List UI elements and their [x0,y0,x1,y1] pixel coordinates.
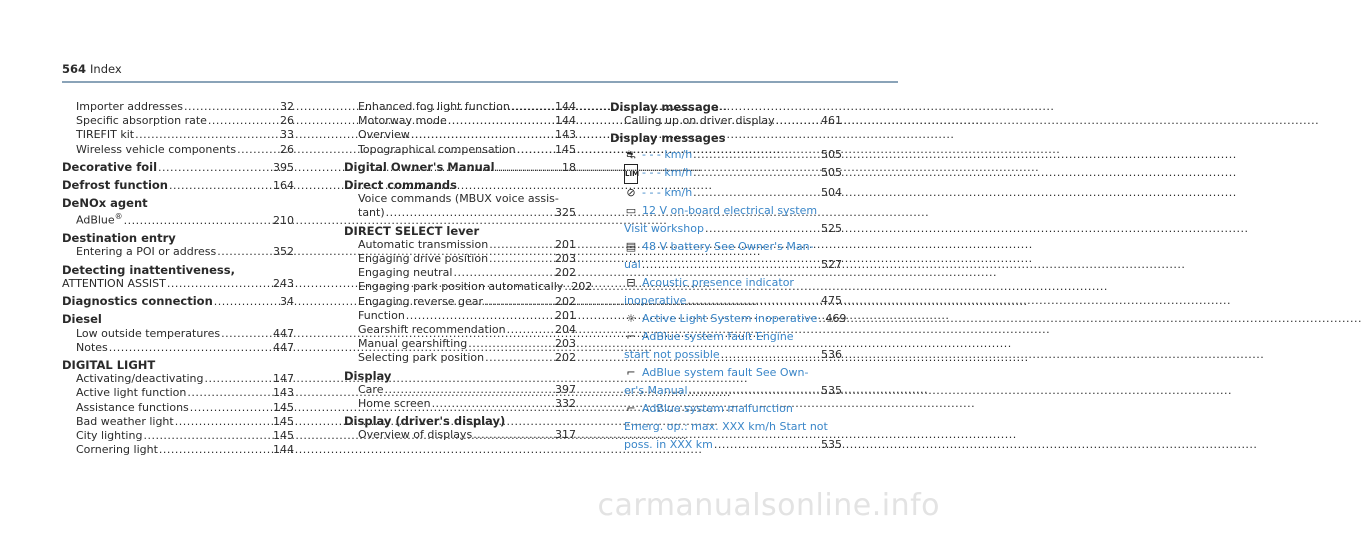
index-subentry: Overview ..... 143 [344,128,576,142]
message-link[interactable]: AdBlue system malfunction [642,401,793,415]
light-system-icon: ☼ [626,311,636,325]
display-message-entry[interactable]: ⛐ - - - km/h ..... 505 [610,146,842,164]
display-message-entry[interactable] [610,274,842,292]
message-link[interactable]: 12 V on-board electrical system [642,203,818,217]
index-subentry: Motorway mode ..... 144 [344,114,576,128]
index-heading: Display (driver's display) [344,414,506,429]
display-message-continuation[interactable]: er's Manual ..... 535 [610,382,842,400]
watermark: carmanualsonline.info [597,488,940,523]
index-column-1 [62,100,294,460]
index-heading: DIRECT SELECT lever [344,223,480,238]
index-heading: Diesel [62,312,102,327]
display-message-entry[interactable] [610,400,842,418]
index-subentry: Selecting park position ..... 202 [344,351,576,365]
index-subentry: Manual gearshifting ..... 203 [344,337,576,351]
display-message-entry[interactable] [610,202,842,220]
index-subentry: tant) ..... 325 [344,206,576,220]
index-heading: Display messages [610,131,726,146]
index-subentry: Assistance functions ..... 145 [62,401,294,415]
index-subentry: Active light function ..... 143 [62,386,294,400]
display-message-entry[interactable]: LIM - - - km/h ..... 505 [610,164,842,184]
index-subentry: Bad weather light ..... 145 [62,415,294,429]
index-subentry: Engaging drive position ..... 203 [344,252,576,266]
display-message-continuation[interactable]: inoperative ..... 475 [610,292,842,310]
index-subentry: Gearshift recommendation ..... 204 [344,323,576,337]
index-subentry: Function ..... 201 [344,309,576,323]
index-subentry: Entering a POI or address ..... 352 [62,245,294,259]
index-entry: Decorative foil ..... 395 [62,160,294,175]
index-subentry: Calling up on driver display ..... 461 [610,114,842,128]
index-subentry: Care ..... 397 [344,383,576,397]
message-link[interactable]: - - - km/h [642,165,693,179]
battery-12v-icon: ▭ [625,203,637,217]
display-message-entry[interactable]: ☼ Active Light System inoperative ..... 469 [610,310,842,328]
message-link[interactable]: AdBlue system fault See Own- [642,365,809,379]
index-column-2 [344,100,593,446]
page-header [62,62,122,76]
page-number: 564 [62,62,87,76]
adblue-icon: ⌐ [626,329,636,343]
index-entry: Defrost function ..... 164 [62,178,294,193]
index-entry: Digital Owner's Manual ..... 18 [344,160,576,175]
section-title: Index [90,62,122,76]
index-heading: DIGITAL LIGHT [62,357,156,372]
index-heading: Display [344,368,392,383]
message-link[interactable]: - - - km/h [642,147,693,161]
index-subentry: City lighting ..... 145 [62,429,294,443]
display-message-entry[interactable] [610,238,842,256]
index-subentry: Automatic transmission ..... 201 [344,238,576,252]
index-subentry: Overview of displays ..... 317 [344,428,576,442]
index-subentry: Importer addresses ..... 32 [62,100,294,114]
index-subentry: Low outside temperatures ..... 447 [62,327,294,341]
index-subentry: Engaging reverse gear ..... 202 [344,295,576,309]
index-subentry: Cornering light ..... 144 [62,443,294,457]
index-subentry: Engaging neutral ..... 202 [344,266,576,280]
index-subentry: Wireless vehicle components ..... 26 [62,143,294,157]
index-subentry: AdBlue® ..... 210 [62,210,294,228]
index-subentry: Topographical compensation ..... 145 [344,143,576,157]
adblue-icon: ⌐ [626,401,636,415]
display-message-entry[interactable] [610,364,842,382]
index-subentry: Activating/deactivating ..... 147 [62,372,294,386]
index-subentry: Specific absorption rate ..... 26 [62,114,294,128]
index-subentry: Home screen ..... 332 [344,397,576,411]
car-speed-icon: ⛐ [626,147,636,161]
acoustic-icon: ⊟ [626,275,636,289]
message-link[interactable]: - - - km/h [642,185,693,199]
index-entry: Diagnostics connection ..... 34 [62,294,294,309]
display-message-continuation[interactable]: start not possible ..... 536 [610,346,842,364]
index-subentry: Notes ..... 447 [62,341,294,355]
header-rule [62,81,898,83]
battery-48v-icon: ▤ [625,239,637,253]
display-message-continuation[interactable]: Emerg. op.: max. XXX km/h Start not [624,419,828,433]
message-link[interactable]: 48 V battery See Owner's Man- [642,239,814,253]
display-message-continuation[interactable]: poss. in XXX km ..... 535 [610,436,842,454]
message-link[interactable]: AdBlue system fault Engine [642,329,794,343]
display-message-continuation[interactable]: Visit workshop ..... 525 [610,220,842,238]
message-link[interactable]: Active Light System inoperative [642,311,818,325]
index-subentry: Engaging park position automatically ..... 202 [344,280,576,294]
index-column-3 [610,100,847,457]
display-message-entry[interactable]: ⊘ - - - km/h ..... 504 [610,184,842,202]
index-subentry: TIREFIT kit ..... 33 [62,128,294,142]
index-continuation: ATTENTION ASSIST ..... 243 [62,277,294,291]
display-message-continuation[interactable]: ual ..... 527 [610,256,842,274]
index-subentry: Enhanced fog light function ..... 144 [344,100,576,114]
adblue-icon: ⌐ [626,365,636,379]
index-heading: Display message [610,100,719,114]
lim-icon: LIM [624,164,638,184]
index-heading: Destination entry [62,231,176,246]
index-heading: DeNOx agent [62,196,148,211]
index-heading: Direct commands [344,178,457,193]
speed-off-icon: ⊘ [626,185,636,199]
display-message-entry[interactable] [610,328,842,346]
index-subentry-text: Voice commands (MBUX voice assis- [358,192,559,206]
index-heading: Detecting inattentiveness, [62,262,235,277]
message-link[interactable]: Acoustic presence indicator [642,275,794,289]
